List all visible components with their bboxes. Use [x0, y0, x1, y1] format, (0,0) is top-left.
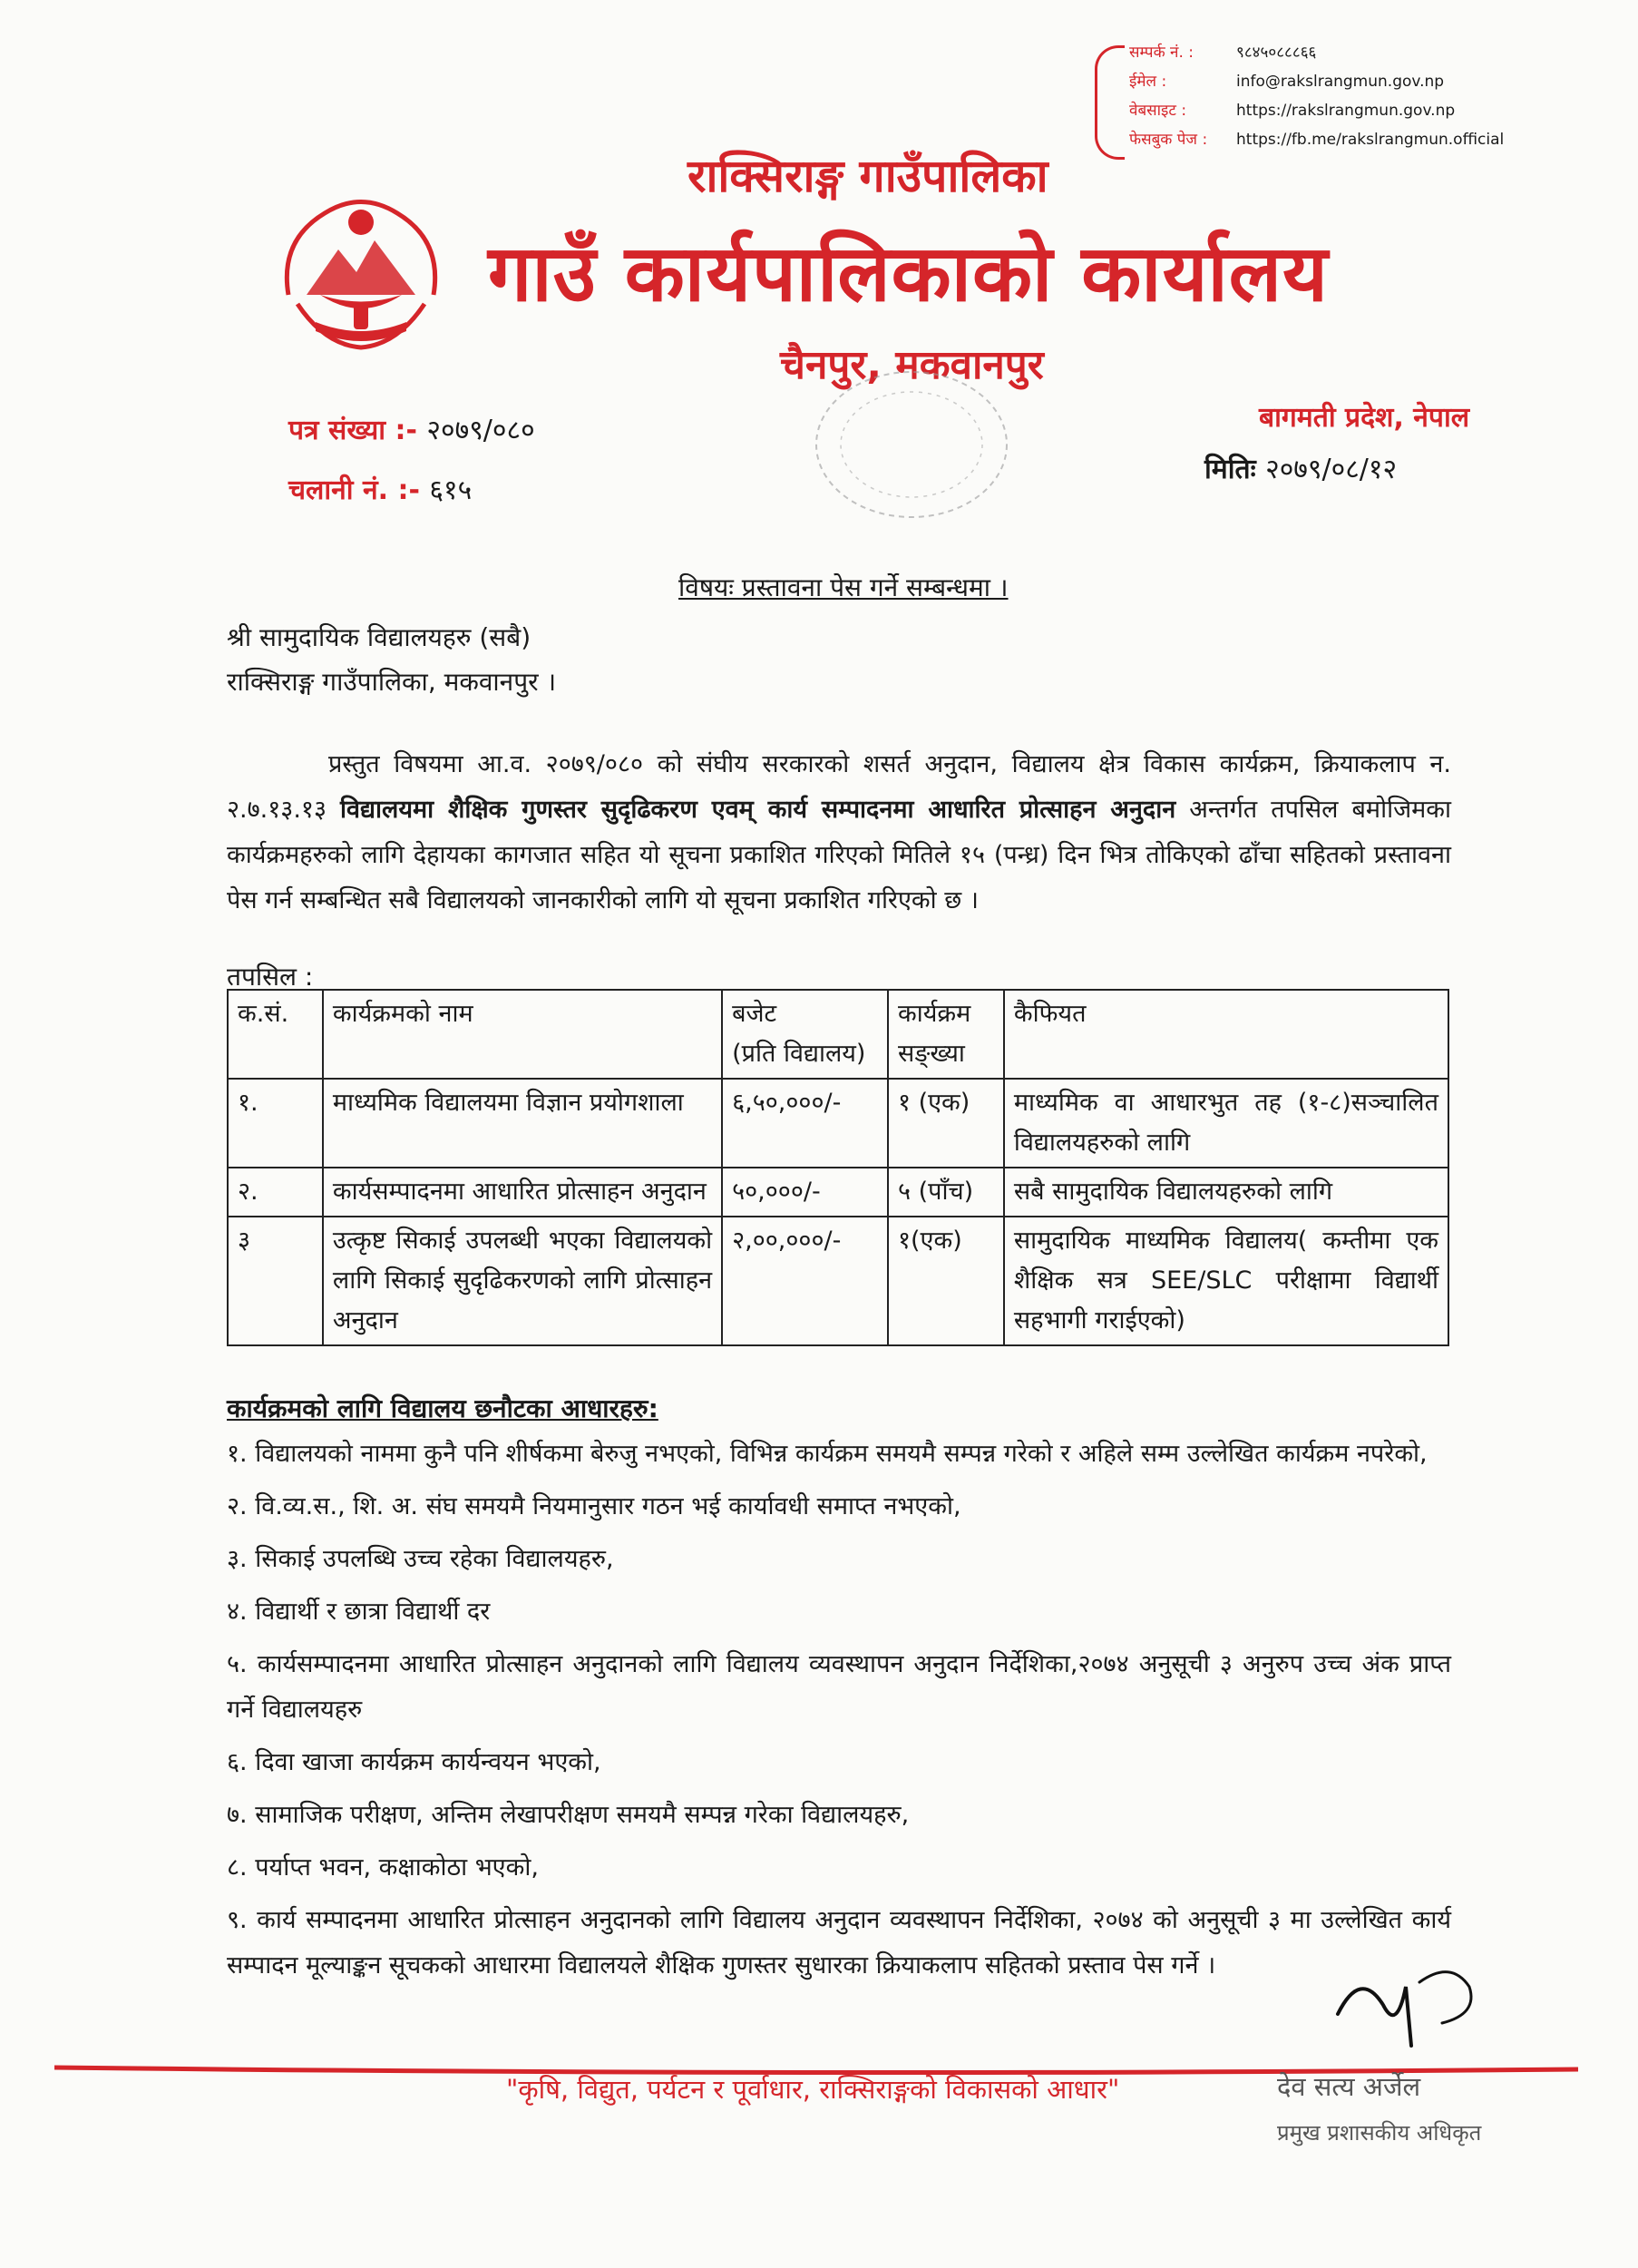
table-row	[228, 1217, 1448, 1345]
signature-icon	[1333, 1950, 1487, 2050]
dispatch-number: चलानी नं. :- ६१५	[288, 474, 473, 506]
intro-paragraph: प्रस्तुत विषयमा आ.व. २०७९/०८० को संघीय सरकारको शसर्त अनुदान, विद्यालय क्षेत्र विकास कार्यक्रम, क्रियाकलाप न. २.७.१३.१३ विद्यालयमा शैक्षिक गुणस्तर सुदृढिकरण एवम् कार्य सम्पादनमा आधारित प्रोत्साहन अनुदान अन्तर्गत तपसिल बमोजिमका कार्यक्रमहरुको लागि देहायका कागजात सहित यो सूचना प्रकाशित गरिएको मितिले १५ (पन्ध्र) दिन भित्र तोकिएको ढाँचा सहितको प्रस्तावना पेस गर्न सम्बन्धित सबै विद्यालयको जानकारीको लागि यो सूचना प्रकाशित गरिएको छ ।	[227, 750, 1451, 914]
dispatch-number-value: ६१५	[429, 474, 473, 506]
letter-number-value: २०७९/०८०	[426, 415, 535, 446]
list-item: ३. सिकाई उपलब्धि उच्च रहेका विद्यालयहरु,	[227, 1545, 614, 1573]
government-emblem-icon	[270, 186, 452, 367]
footer-slogan: "कृषि, विद्युत, पर्यटन र पूर्वाधार, राक्सिराङ्गको विकासको आधार"	[506, 2074, 1120, 2105]
list-item: ८. पर्याप्त भवन, कक्षाकोठा भएको,	[227, 1853, 539, 1882]
contact-block	[1129, 38, 1601, 154]
col-header-remarks: कैफियत	[1004, 990, 1448, 1079]
cell-sn: ३	[228, 1217, 323, 1345]
office-title: गाउँ कार्यपालिकाको कार्यालय	[488, 229, 1329, 319]
criteria-heading: कार्यक्रमको लागि विद्यालय छनौटका आधारहरु:	[227, 1393, 658, 1423]
table-row	[228, 1168, 1448, 1217]
contact-phone: सम्पर्क नं. : ९८४५०८८८६६	[1129, 44, 1317, 62]
cell-sn: २.	[228, 1168, 323, 1217]
contact-brace	[1095, 45, 1125, 160]
list-item: ४. विद्यार्थी र छात्रा विद्यार्थी दर	[227, 1598, 491, 1626]
list-item: ९. कार्य सम्पादनमा आधारित प्रोत्साहन अनुदानको लागि विद्यालय अनुदान व्यवस्थापन निर्देशिका, २०७४ को अनुसूची ३ मा उल्लेखित कार्य सम्पादन मूल्याङ्कन सूचकको आधारमा विद्यालयले शैक्षिक गुणस्तर सुधारका क्रियाकलाप सहितको प्रस्ताव पेस गर्ने ।	[227, 1906, 1451, 1980]
col-header-budget: बजेट (प्रति विद्यालय)	[722, 990, 888, 1079]
letter-number: पत्र संख्या :- २०७९/०८०	[288, 415, 535, 446]
program-table	[227, 989, 1449, 1346]
subject-line: विषयः प्रस्तावना पेस गर्ने सम्बन्धमा ।	[678, 572, 1009, 602]
contact-facebook[interactable]: फेसबुक पेज : https://fb.me/rakslrangmun.official	[1129, 131, 1505, 149]
col-header-program: कार्यक्रमको नाम	[323, 990, 722, 1079]
cell-program: कार्यसम्पादनमा आधारित प्रोत्साहन अनुदान	[323, 1168, 722, 1217]
office-address: चैनपुर, मकवानपुर	[780, 342, 1044, 388]
table-header-row	[228, 990, 1448, 1079]
list-item: ५. कार्यसम्पादनमा आधारित प्रोत्साहन अनुदानको लागि विद्यालय व्यवस्थापन अनुदान निर्देशिका,२०७४ अनुसूची ३ अनुरुप उच्च अंक प्राप्त गर्ने विद्यालयहरु	[227, 1650, 1451, 1724]
municipality-name: राक्सिराङ्ग गाउँपालिका	[687, 150, 1048, 202]
cell-count: १ (एक)	[888, 1079, 1004, 1168]
list-item: ६. दिवा खाजा कार्यक्रम कार्यन्वयन भएको,	[227, 1748, 601, 1776]
cell-sn: १.	[228, 1079, 323, 1168]
cell-program: उत्कृष्ट सिकाई उपलब्धी भएका विद्यालयको लागि सिकाई सुदृढिकरणको लागि प्रोत्साहन अनुदान	[323, 1217, 722, 1345]
cell-budget: ५०,०००/-	[722, 1168, 888, 1217]
cell-count: १(एक)	[888, 1217, 1004, 1345]
program-title-bold: विद्यालयमा शैक्षिक गुणस्तर सुदृढिकरण एवम् कार्य सम्पादनमा आधारित प्रोत्साहन अनुदान	[340, 796, 1176, 824]
list-item: १. विद्यालयको नाममा कुनै पनि शीर्षकमा बेरुजु नभएको, विभिन्न कार्यक्रम समयमै सम्पन्न गरेको र अहिले सम्म उल्लेखित कार्यक्रम नपरेको,	[227, 1440, 1428, 1468]
letter-date-value: २०७९/०८/१२	[1265, 454, 1398, 485]
office-stamp-icon	[807, 363, 1016, 526]
contact-website[interactable]: वेबसाइट : https://rakslrangmun.gov.np	[1129, 102, 1456, 120]
list-item: ७. सामाजिक परीक्षण, अन्तिम लेखापरीक्षण समयमै सम्पन्न गरेका विद्यालयहरु,	[227, 1801, 910, 1829]
recipient-line-1: श्री सामुदायिक विद्यालयहरु (सबै)	[227, 622, 531, 652]
cell-remarks: सामुदायिक माध्यमिक विद्यालय( कम्तीमा एक शैक्षिक सत्र SEE/SLC परीक्षामा विद्यार्थी सहभागी गराईएको)	[1004, 1217, 1448, 1345]
table-row	[228, 1079, 1448, 1168]
cell-count: ५ (पाँच)	[888, 1168, 1004, 1217]
province-label: बागमती प्रदेश, नेपाल	[1259, 402, 1470, 434]
list-item: २. वि.व्य.स., शि. अ. संघ समयमै नियमानुसार गठन भई कार्यावधी समाप्त नभएको,	[227, 1492, 961, 1520]
officer-name: देव सत्य अर्जेल	[1277, 2071, 1421, 2102]
cell-remarks: माध्यमिक वा आधारभुत तह (१-८)सञ्चालित विद्यालयहरुको लागि	[1004, 1079, 1448, 1168]
cell-remarks: सबै सामुदायिक विद्यालयहरुको लागि	[1004, 1168, 1448, 1217]
cell-budget: ६,५०,०००/-	[722, 1079, 888, 1168]
criteria-list	[227, 1432, 1451, 1996]
recipient-line-2: राक्सिराङ्ग गाउँपालिका, मकवानपुर ।	[227, 667, 557, 697]
letter-date: मितिः २०७९/०८/१२	[1204, 454, 1398, 485]
officer-title: प्रमुख प्रशासकीय अधिकृत	[1277, 2120, 1482, 2146]
contact-email[interactable]: ईमेल : info@rakslrangmun.gov.np	[1129, 73, 1445, 91]
cell-program: माध्यमिक विद्यालयमा विज्ञान प्रयोगशाला	[323, 1079, 722, 1168]
cell-budget: २,००,०००/-	[722, 1217, 888, 1345]
col-header-count: कार्यक्रम सङ्ख्या	[888, 990, 1004, 1079]
details-label: तपसिल :	[227, 962, 314, 992]
col-header-sn: क.सं.	[228, 990, 323, 1079]
